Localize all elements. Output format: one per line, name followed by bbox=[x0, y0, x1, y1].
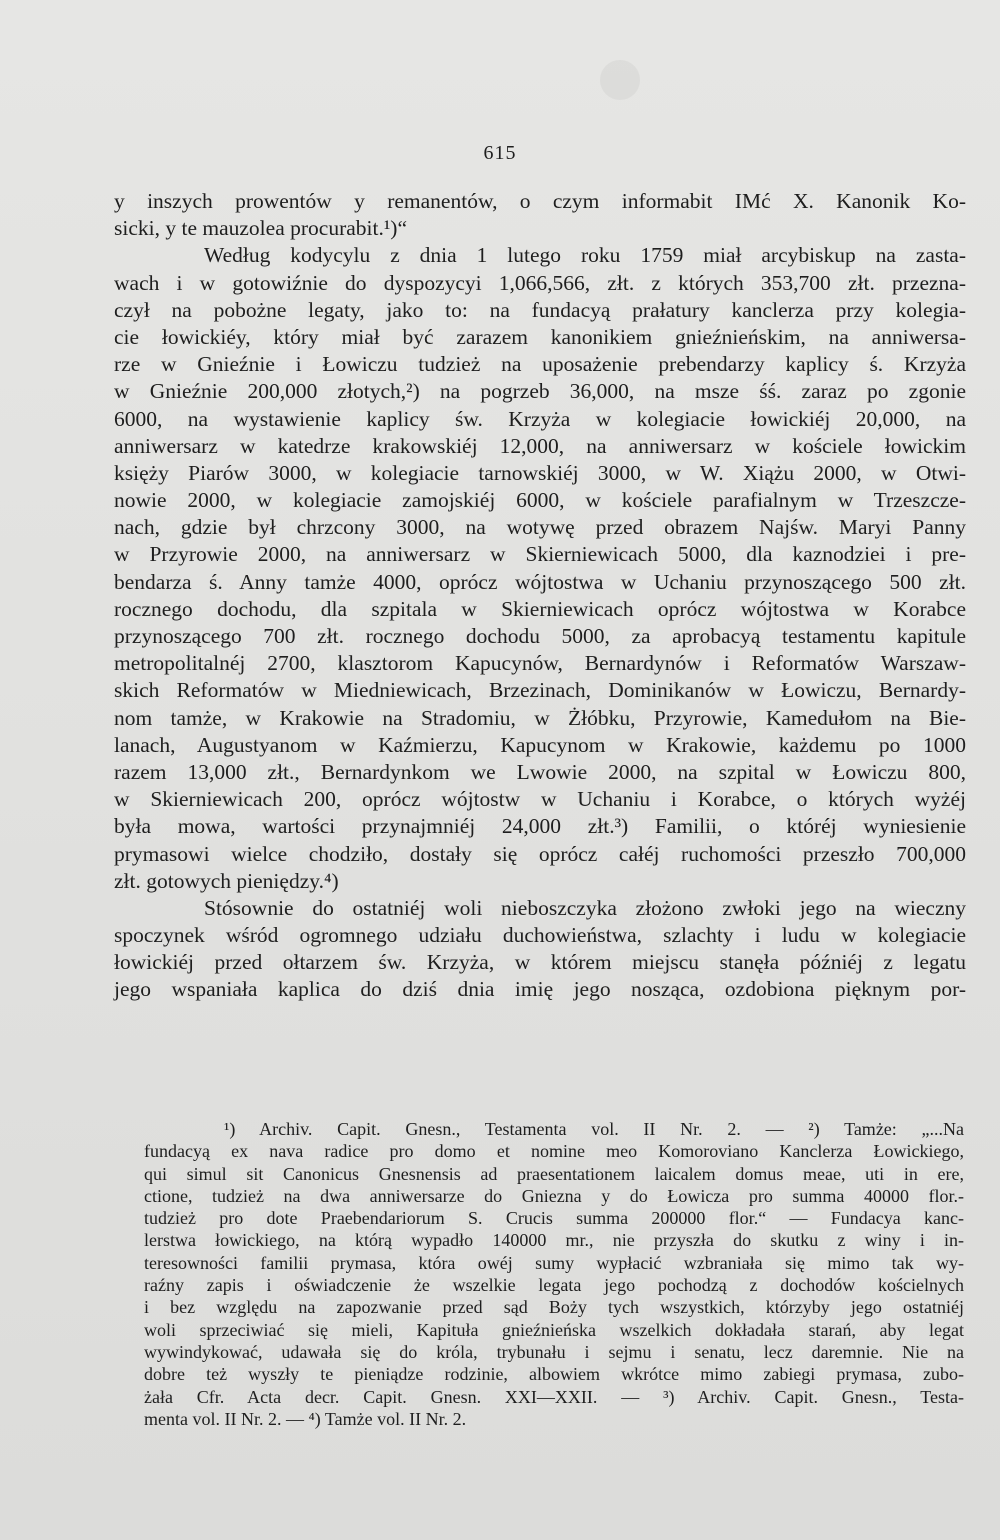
text-line: nowie 2000, w kolegiacie zamojskiéj 6000, w kościele parafialnym w Trzeszcze- bbox=[114, 488, 966, 513]
footnote-line: woli sprzeciwiać się mieli, Kapituła gnieźnieńska wszelkich dokładała starań, aby legat bbox=[144, 1319, 964, 1340]
text-line: lanach, Augustyanom w Kaźmierzu, Kapucynom w Krakowie, każdemu po 1000 bbox=[114, 732, 966, 757]
footnote-line: tudzież pro dote Praebendariorum S. Crucis summa 200000 flor.“ — Fundacya kanc- bbox=[144, 1208, 964, 1229]
text-line: cie łowickiéy, który miał być zarazem kanonikiem gnieźnieńskim, na anniwersa- bbox=[114, 324, 966, 349]
text-line: y inszych prowentów y remanentów, o czym informabit IMć X. Kanonik Ko- bbox=[114, 189, 966, 213]
footnote-line: lerstwa łowickiego, na którą wypadło 140000 mr., nie przyszła do skutku z winy i in- bbox=[144, 1230, 964, 1251]
text-line: rze w Gnieźnie i Łowiczu tudzież na uposażenie prebendarzy kaplicy ś. Krzyża bbox=[114, 352, 966, 377]
footnote-line: i bez względu na zapozwanie przed sąd Boży tych wszystkich, którzyby jego ostatniéj bbox=[144, 1297, 964, 1318]
text-line: spoczynek wśród ogromnego udziału duchowieństwa, szlachty i ludu w kolegiacie bbox=[114, 923, 966, 948]
footnote-line: żała Cfr. Acta decr. Capit. Gnesn. XXI—XXII. — ³) Archiv. Capit. Gnesn., Testa- bbox=[144, 1386, 964, 1407]
text-line: anniwersarz w katedrze krakowskiéj 12,000, na anniwersarz w kościele łowickim bbox=[114, 433, 966, 458]
text-line: Według kodycylu z dnia 1 lutego roku 1759 miał arcybiskup na zasta- bbox=[204, 243, 966, 268]
text-line: Stósownie do ostatniéj woli nieboszczyka złożono zwłoki jego na wieczny bbox=[204, 895, 966, 920]
text-line: bendarza ś. Anny tamże 4000, oprócz wójtostwa w Uchaniu przynoszącego 500 złt. bbox=[114, 569, 966, 594]
text-line: rocznego dochodu, dla szpitala w Skierniewicach oprócz wójtostwa w Korabce bbox=[114, 596, 966, 621]
footnote-line: qui simul sit Canonicus Gnesnensis ad praesentationem laicalem domus meae, uti in ere, bbox=[144, 1163, 964, 1184]
text-line: w Skierniewicach 200, oprócz wójtostw w Uchaniu i Korabce, o których wyżéj bbox=[114, 787, 966, 812]
footnote-line: dobre też wyszły te pieniądze rodzinie, albowiem wkrótce mimo zabiegi prymasa, zubo- bbox=[144, 1364, 964, 1385]
footnote-line: teresowności familii prymasa, która owéj sumy wypłacić wzbraniała się mimo tak wy- bbox=[144, 1252, 964, 1273]
text-line: prymasowi wielce chodziło, dostały się oprócz całéj ruchomości przeszło 700,000 bbox=[114, 841, 966, 866]
text-line: jego wspaniała kaplica do dziś dnia imię jego nosząca, ozdobiona pięknym por- bbox=[114, 977, 966, 1002]
text-line: przynoszącego 700 złt. rocznego dochodu 5000, za aprobacyą testamentu kapitule bbox=[114, 624, 966, 648]
text-line: księży Piarów 3000, w kolegiacie tarnowskiéj 3000, w W. Xiążu 2000, w Otwi- bbox=[114, 460, 966, 485]
footnote-line: raźny zapis i oświadczenie że wszelkie legata jego pochodzą z dochodów kościelnych bbox=[144, 1275, 964, 1296]
text-line: wach i w gotowiźnie do dyspozycyi 1,066,566, złt. z których 353,700 złt. przezna- bbox=[114, 270, 966, 295]
text-line: skich Reformatów w Miedniewicach, Brzezinach, Dominikanów w Łowiczu, Bernardy- bbox=[114, 678, 966, 703]
text-line: czył na pobożne legaty, jako to: na fundacyą prałatury kanclerza przy kolegia- bbox=[114, 297, 966, 322]
text-line: metropolitalnéj 2700, klasztorom Kapucynów, Bernardynów i Reformatów Warszaw- bbox=[114, 651, 966, 676]
footnote-line: wywindykować, udawała się do króla, trybunału i sejmu i senatu, lecz daremnie. Nie na bbox=[144, 1341, 964, 1362]
text-line: sicki, y te mauzolea procurabit.¹)“ bbox=[114, 216, 407, 241]
text-line: w Gnieźnie 200,000 złotych,²) na pogrzeb 36,000, na msze śś. zaraz po zgonie bbox=[114, 379, 966, 404]
paper-stain bbox=[600, 60, 640, 100]
page-number: 615 bbox=[483, 142, 517, 164]
text-line: nom tamże, w Krakowie na Stradomiu, w Żłóbku, Przyrowie, Kamedułom na Bie- bbox=[114, 705, 966, 730]
text-line: w Przyrowie 2000, na anniwersarz w Skierniewicach 5000, dla kaznodziei i pre- bbox=[114, 542, 966, 567]
footnotes-block bbox=[144, 1118, 964, 1430]
text-line: 6000, na wystawienie kaplicy św. Krzyża w kolegiacie łowickiéj 20,000, na bbox=[114, 406, 966, 431]
main-text-block bbox=[114, 188, 966, 1004]
footnote-line: ¹) Archiv. Capit. Gnesn., Testamenta vol. II Nr. 2. — ²) Tamże: „...Na bbox=[224, 1119, 964, 1139]
text-line: razem 13,000 złt., Bernardynkom we Lwowie 2000, na szpital w Łowiczu 800, bbox=[114, 759, 966, 784]
footnote-line: menta vol. II Nr. 2. — ⁴) Tamże vol. II Nr. 2. bbox=[144, 1408, 467, 1429]
footnote-line: fundacyą ex nava radice pro domo et nomine meo Komoroviano Kanclerza Łowickiego, bbox=[144, 1141, 964, 1162]
footnote-line: ctione, tudzież na dwa anniwersarze do Gniezna y do Łowicza pro summa 40000 flor.- bbox=[144, 1185, 964, 1206]
text-line: była mowa, wartości przynajmniéj 24,000 złt.³) Familii, o któréj wyniesienie bbox=[114, 814, 966, 839]
text-line: łowickiéj przed ołtarzem św. Krzyża, w którem miejscu stanęła późniéj z legatu bbox=[114, 950, 966, 975]
text-line: złt. gotowych pieniędzy.⁴) bbox=[114, 868, 339, 893]
text-line: nach, gdzie był chrzcony 3000, na wotywę przed obrazem Najśw. Maryi Panny bbox=[114, 515, 966, 540]
